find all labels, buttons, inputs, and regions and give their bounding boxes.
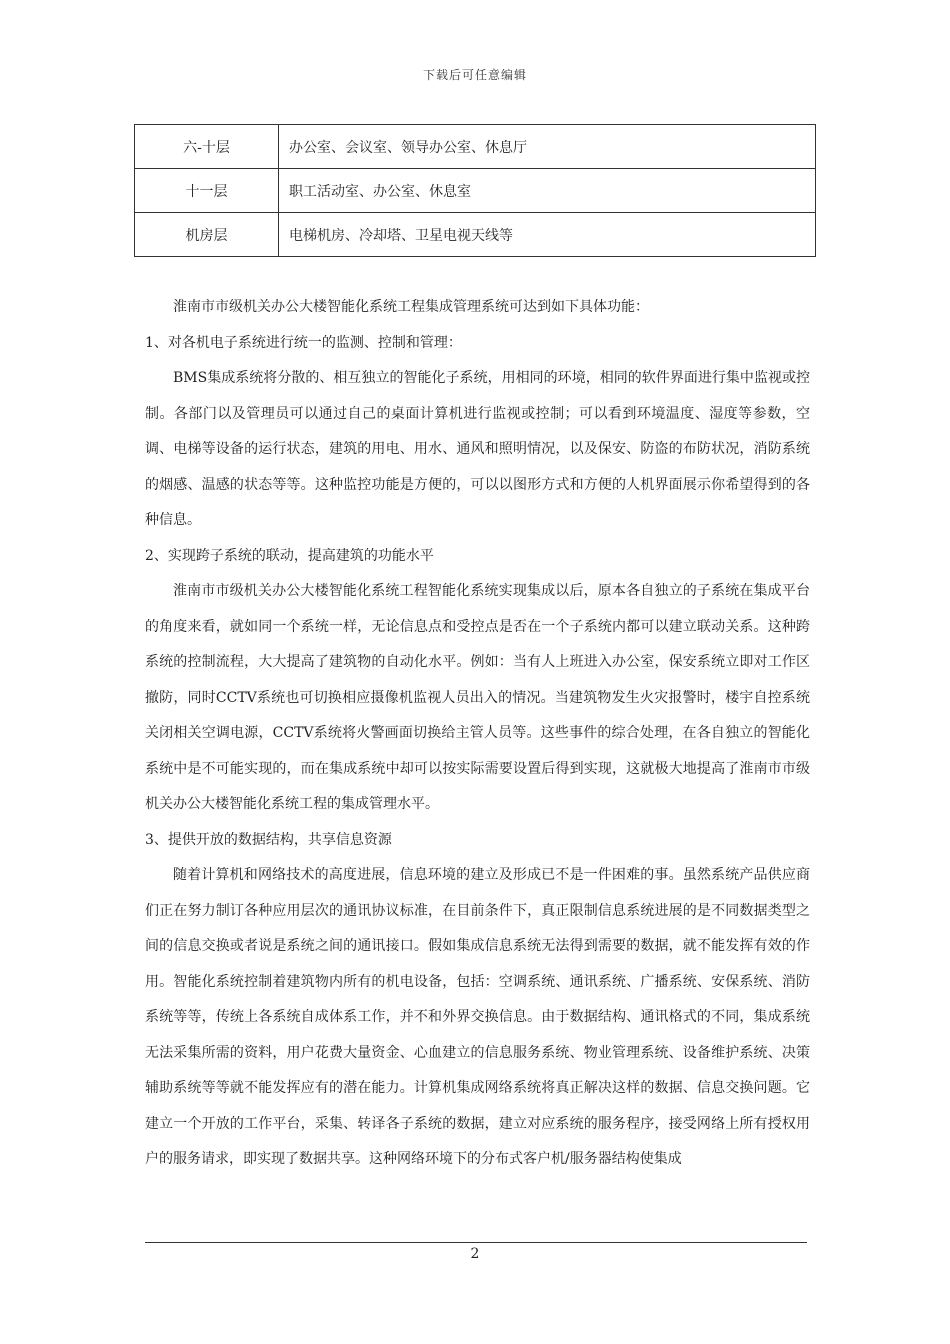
page-header: 下载后可任意编辑: [422, 68, 527, 82]
document-body: [145, 290, 810, 1178]
paragraph-3: 随着计算机和网络技术的高度进展，信息环境的建立及形成已不是一件困难的事。虽然系统产品供应商们正在努力制订各种应用层次的通讯协议标准，在目前条件下，真正限制信息系统进展的是不同数据类型之间的信息交换或者说是系统之间的通讯接口。假如集成信息系统无法得到需要的数据，就不能发挥有效的作用。智能化系统控制着建筑物内所有的机电设备，包括：空调系统、通讯系统、广播系统、安保系统、消防系统等等，传统上各系统自成体系工作，并不和外界交换信息。由于数据结构、通讯格式的不同，集成系统无法采集所需的资料，用户花费大量资金、心血建立的信息服务系统、物业管理系统、设备维护系统、决策辅助系统等等就不能发挥应有的潜在能力。计算机集成网络系统将真正解决这样的数据、信息交换问题。它建立一个开放的工作平台，采集、转译各子系统的数据，建立对应系统的服务程序，接受网络上所有授权用户的服务请求，即实现了数据共享。这种网络环境下的分布式客户机/服务器结构使集成: [145, 867, 810, 1167]
function-cell: 电梯机房、冷却塔、卫星电视天线等: [279, 213, 816, 257]
section-heading-3: 3、提供开放的数据结构，共享信息资源: [145, 831, 392, 848]
intro-paragraph: 淮南市市级机关办公大楼智能化系统工程集成管理系统可达到如下具体功能：: [173, 299, 649, 315]
table-row: [135, 213, 816, 257]
footer-divider: [145, 1242, 807, 1243]
table-row: [135, 125, 816, 169]
paragraph-1: BMS集成系统将分散的、相互独立的智能化子系统，用相同的环境，相同的软件界面进行集中监视或控制。各部门以及管理员可以通过自己的桌面计算机进行监视或控制；可以看到环境温度、湿度等参数，空调、电梯等设备的运行状态，建筑的用电、用水、通风和照明情况，以及保安、防盗的布防状况，消防系统的烟感、温感的状态等等。这种监控功能是方便的，可以以图形方式和方便的人机界面展示你希望得到的各种信息。: [145, 370, 810, 528]
function-cell: 职工活动室、办公室、休息室: [279, 169, 816, 213]
paragraph-2: 淮南市市级机关办公大楼智能化系统工程智能化系统实现集成以后，原本各自独立的子系统在集成平台的角度来看，就如同一个系统一样，无论信息点和受控点是否在一个子系统内都可以建立联动关系。这种跨系统的控制流程，大大提高了建筑物的自动化水平。例如：当有人上班进入办公室，保安系统立即对工作区撤防，同时CCTV系统也可切换相应摄像机监视人员出入的情况。当建筑物发生火灾报警时，楼宇自控系统关闭相关空调电源，CCTV系统将火警画面切换给主管人员等。这些事件的综合处理，在各自独立的智能化系统中是不可能实现的，而在集成系统中却可以按实际需要设置后得到实现，这就极大地提高了淮南市市级机关办公大楼智能化系统工程的集成管理水平。: [145, 583, 810, 812]
floor-cell: 十一层: [135, 169, 279, 213]
function-cell: 办公室、会议室、领导办公室、休息厅: [279, 125, 816, 169]
floor-function-table: [134, 124, 816, 257]
floor-cell: 机房层: [135, 213, 279, 257]
table-row: [135, 169, 816, 213]
section-heading-1: 1、对各机电子系统进行统一的监测、控制和管理：: [145, 334, 462, 351]
floor-cell: 六-十层: [135, 125, 279, 169]
page-number: 2: [470, 1246, 480, 1262]
section-heading-2: 2、实现跨子系统的联动，提高建筑的功能水平: [145, 547, 434, 564]
